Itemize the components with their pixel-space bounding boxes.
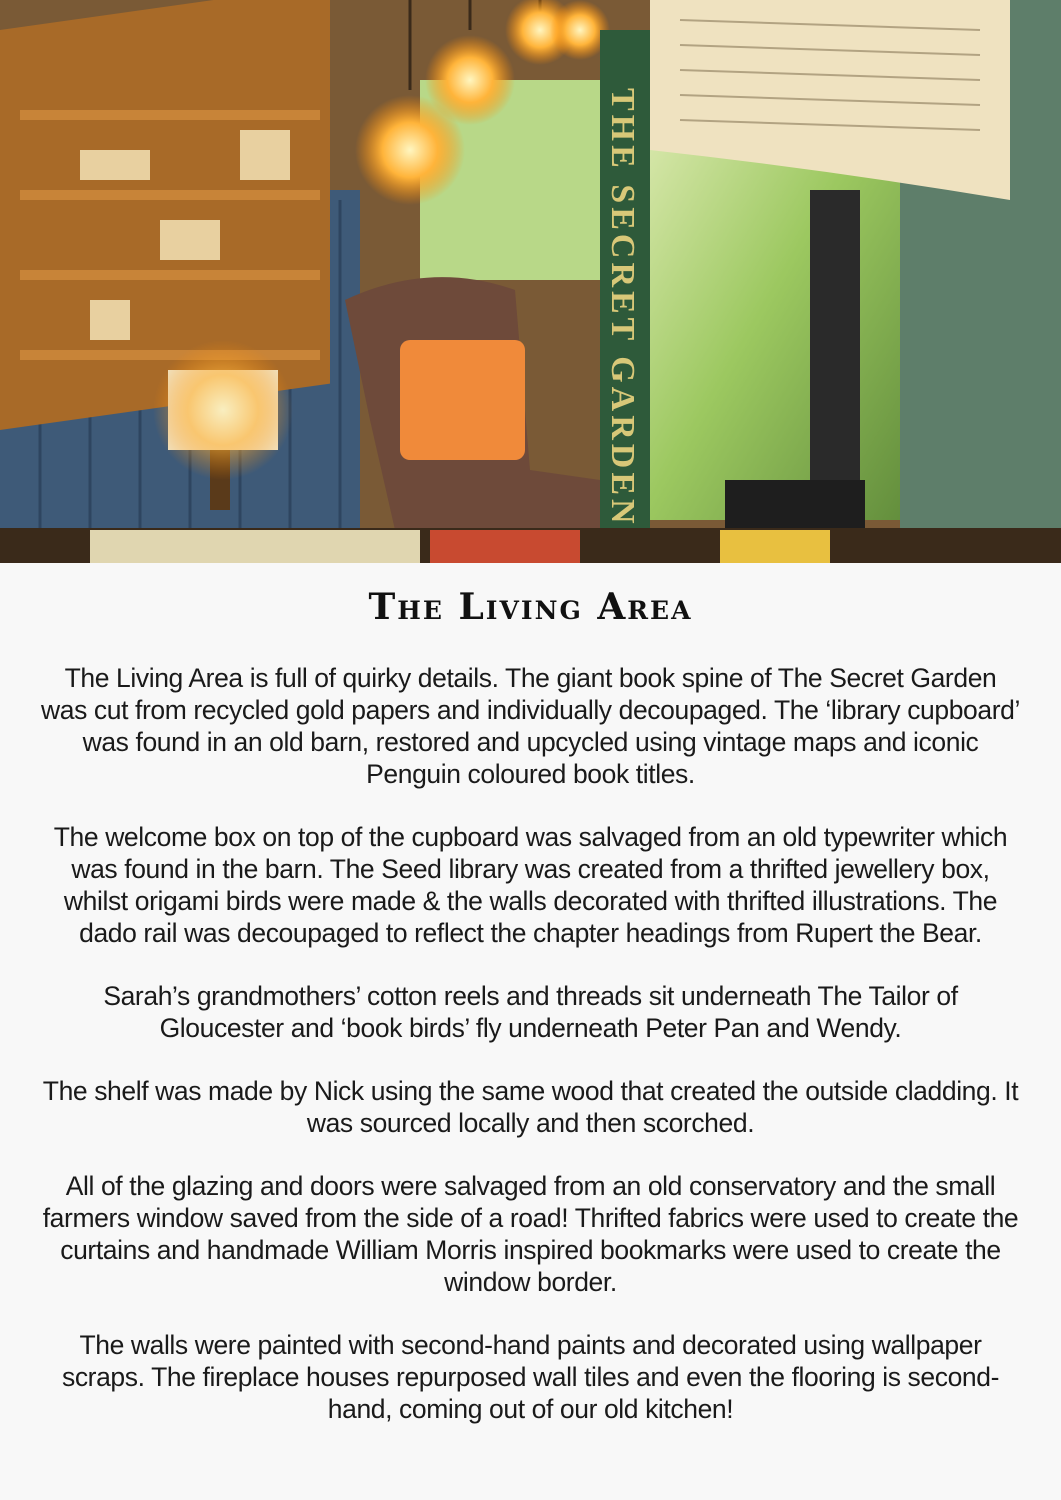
- page-title: The Living Area: [368, 586, 693, 628]
- paragraph-2: The welcome box on top of the cupboard was salvaged from an old typewriter which was found in the barn. The Seed library was created from a thrifted jewellery box, whilst origami birds were made & the walls decorated with thrifted illustrations. The dado rail was decoupaged to reflect the chapter headings from Rupert the Bear.: [53, 822, 1008, 948]
- description-text: [40, 662, 1021, 1456]
- living-area-photo: [0, 0, 1061, 563]
- paragraph-3: Sarah’s grandmothers’ cotton reels and threads sit underneath The Tailor of Gloucester and ‘book birds’ fly underneath Peter Pan and Wendy.: [103, 981, 958, 1043]
- book-spine-label: THE SECRET GARDEN: [604, 88, 641, 528]
- paragraph-1: The Living Area is full of quirky details. The giant book spine of The Secret Garden was cut from recycled gold papers and individually decoupaged. The ‘library cupboard’ was found in an old barn, restored and upcycled using vintage maps and iconic Penguin coloured book titles.: [41, 663, 1020, 789]
- paragraph-4: The shelf was made by Nick using the same wood that created the outside cladding. It was sourced locally and then scorched.: [42, 1076, 1019, 1138]
- paragraph-5: All of the glazing and doors were salvaged from an old conservatory and the small farmers window saved from the side of a road! Thrifted fabrics were used to create the curtains and handmade William Morris inspired bookmarks were used to create the window border.: [42, 1171, 1019, 1297]
- paragraph-6: The walls were painted with second-hand paints and decorated using wallpaper scraps. The fireplace houses repurposed wall tiles and even the flooring is second-hand, coming out of our old kitchen!: [61, 1330, 1000, 1424]
